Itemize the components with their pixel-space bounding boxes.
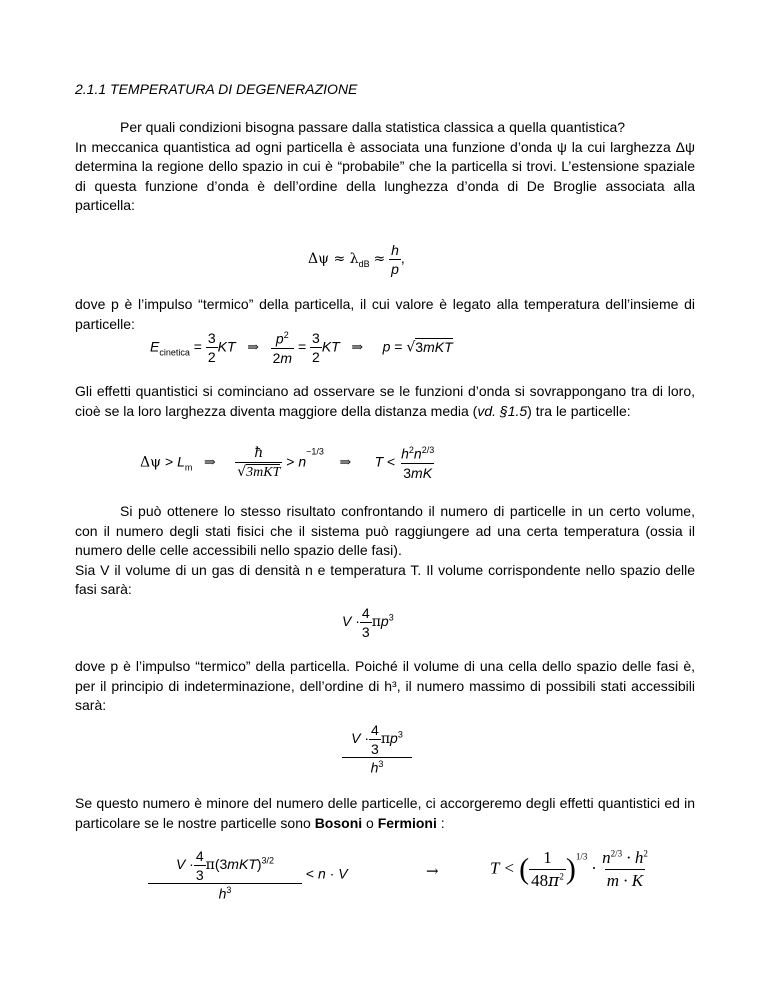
paragraph-cell-volume: dove p è l’impulso “termico” della particella. Poiché il volume di una cella dello spazio delle fasi è, per il principio di indeterminazione, dell’ordine di h³, il numero massimo di possibili stati accessibili sarà:	[75, 658, 695, 713]
intro-question: Per quali condizioni bisogna passare dalla statistica classica a quella quantistica?	[120, 119, 626, 135]
term-fermioni: Fermioni	[377, 814, 437, 831]
paragraph-bosons-fermions: Se questo numero è minore del numero delle particelle, ci accorgeremo degli effetti quantistici ed in particolare se le nostre particelle sono Bosoni o Fermioni :	[75, 795, 695, 831]
term-bosoni: Bosoni	[314, 814, 363, 831]
equation-overlap-condition: $\Delta\psi > L_m$ ⇒ $\frac{ħ}{\text{√3mKT}}$ > $n^{-1/3}$ ⇒ T < $\frac{h^2n^{2/3}}{3mK}$	[140, 445, 435, 481]
section-reference: vd. §1.5	[477, 402, 528, 419]
paragraph-intro	[75, 118, 695, 216]
equation-kinetic-energy: $E_{cinetica}$ = $\frac{3}{2}$ KT ⇒ $\frac{p^2}{2m}$ = $\frac{3}{2}$ KT ⇒ p = √3mKT	[150, 330, 453, 366]
paragraph-thermal-momentum: dove p è l’impulso “termico” della particella, il cui valore è legato alla temperatura dell’insieme di particelle:	[75, 296, 695, 332]
section-heading: 2.1.1 TEMPERATURA DI DEGENERAZIONE	[75, 81, 358, 97]
paragraph-phase-space: Si può ottenere lo stesso risultato confrontando il numero di particelle in un certo volume, con il numero degli stati fisici che il sistema può raggiungere ad una certa temperatura (ossia il numero delle celle accessibili nello spazio delle fasi). Sia V il volume di un gas di densità n e temperatura T. Il volume corrispondente nello spazio delle fasi sarà:	[75, 503, 695, 597]
equation-degeneration-left: V · $\frac{4}{3}$ $\pi(3mKT)^{3/2}$ $h^3$ < n · V	[148, 848, 348, 902]
equation-de-broglie: $\Delta\psi \approx \lambda_{dB}$ ≈ $\frac{h}{p}$ ,	[308, 242, 405, 277]
equation-degeneration-temperature: T < ( $\frac{1}{48\pi^2}$ )$^{1/3}$ · $\frac{n^{2/3} \cdot h^2}{m \cdot K}$	[490, 848, 648, 891]
intro-text: In meccanica quantistica ad ogni particella è associata una funzione d’onda ψ la cui larghezza Δψ determina la regione dello spazio in cui è “probabile” che la particella si trovi. L’estensione spaziale di questa funzione d’onda è dell’ordine della lunghezza d’onda di De Broglie associata alla particella:	[75, 138, 695, 213]
equation-phase-volume: V · $\frac{4}{3}$ $\pi p^3$	[342, 605, 394, 640]
equation-arrow: →	[426, 862, 439, 880]
equation-accessible-states: V · $\frac{4}{3}$ $\pi p^3$ $h^3$	[342, 722, 412, 776]
paragraph-quantum-effects: Gli effetti quantistici si cominciano ad osservare se le funzioni d’onda si sovrappongano tra di loro, cioè se la loro larghezza diventa maggiore della distanza media (vd. §1.5) tra le particelle:	[75, 383, 695, 419]
